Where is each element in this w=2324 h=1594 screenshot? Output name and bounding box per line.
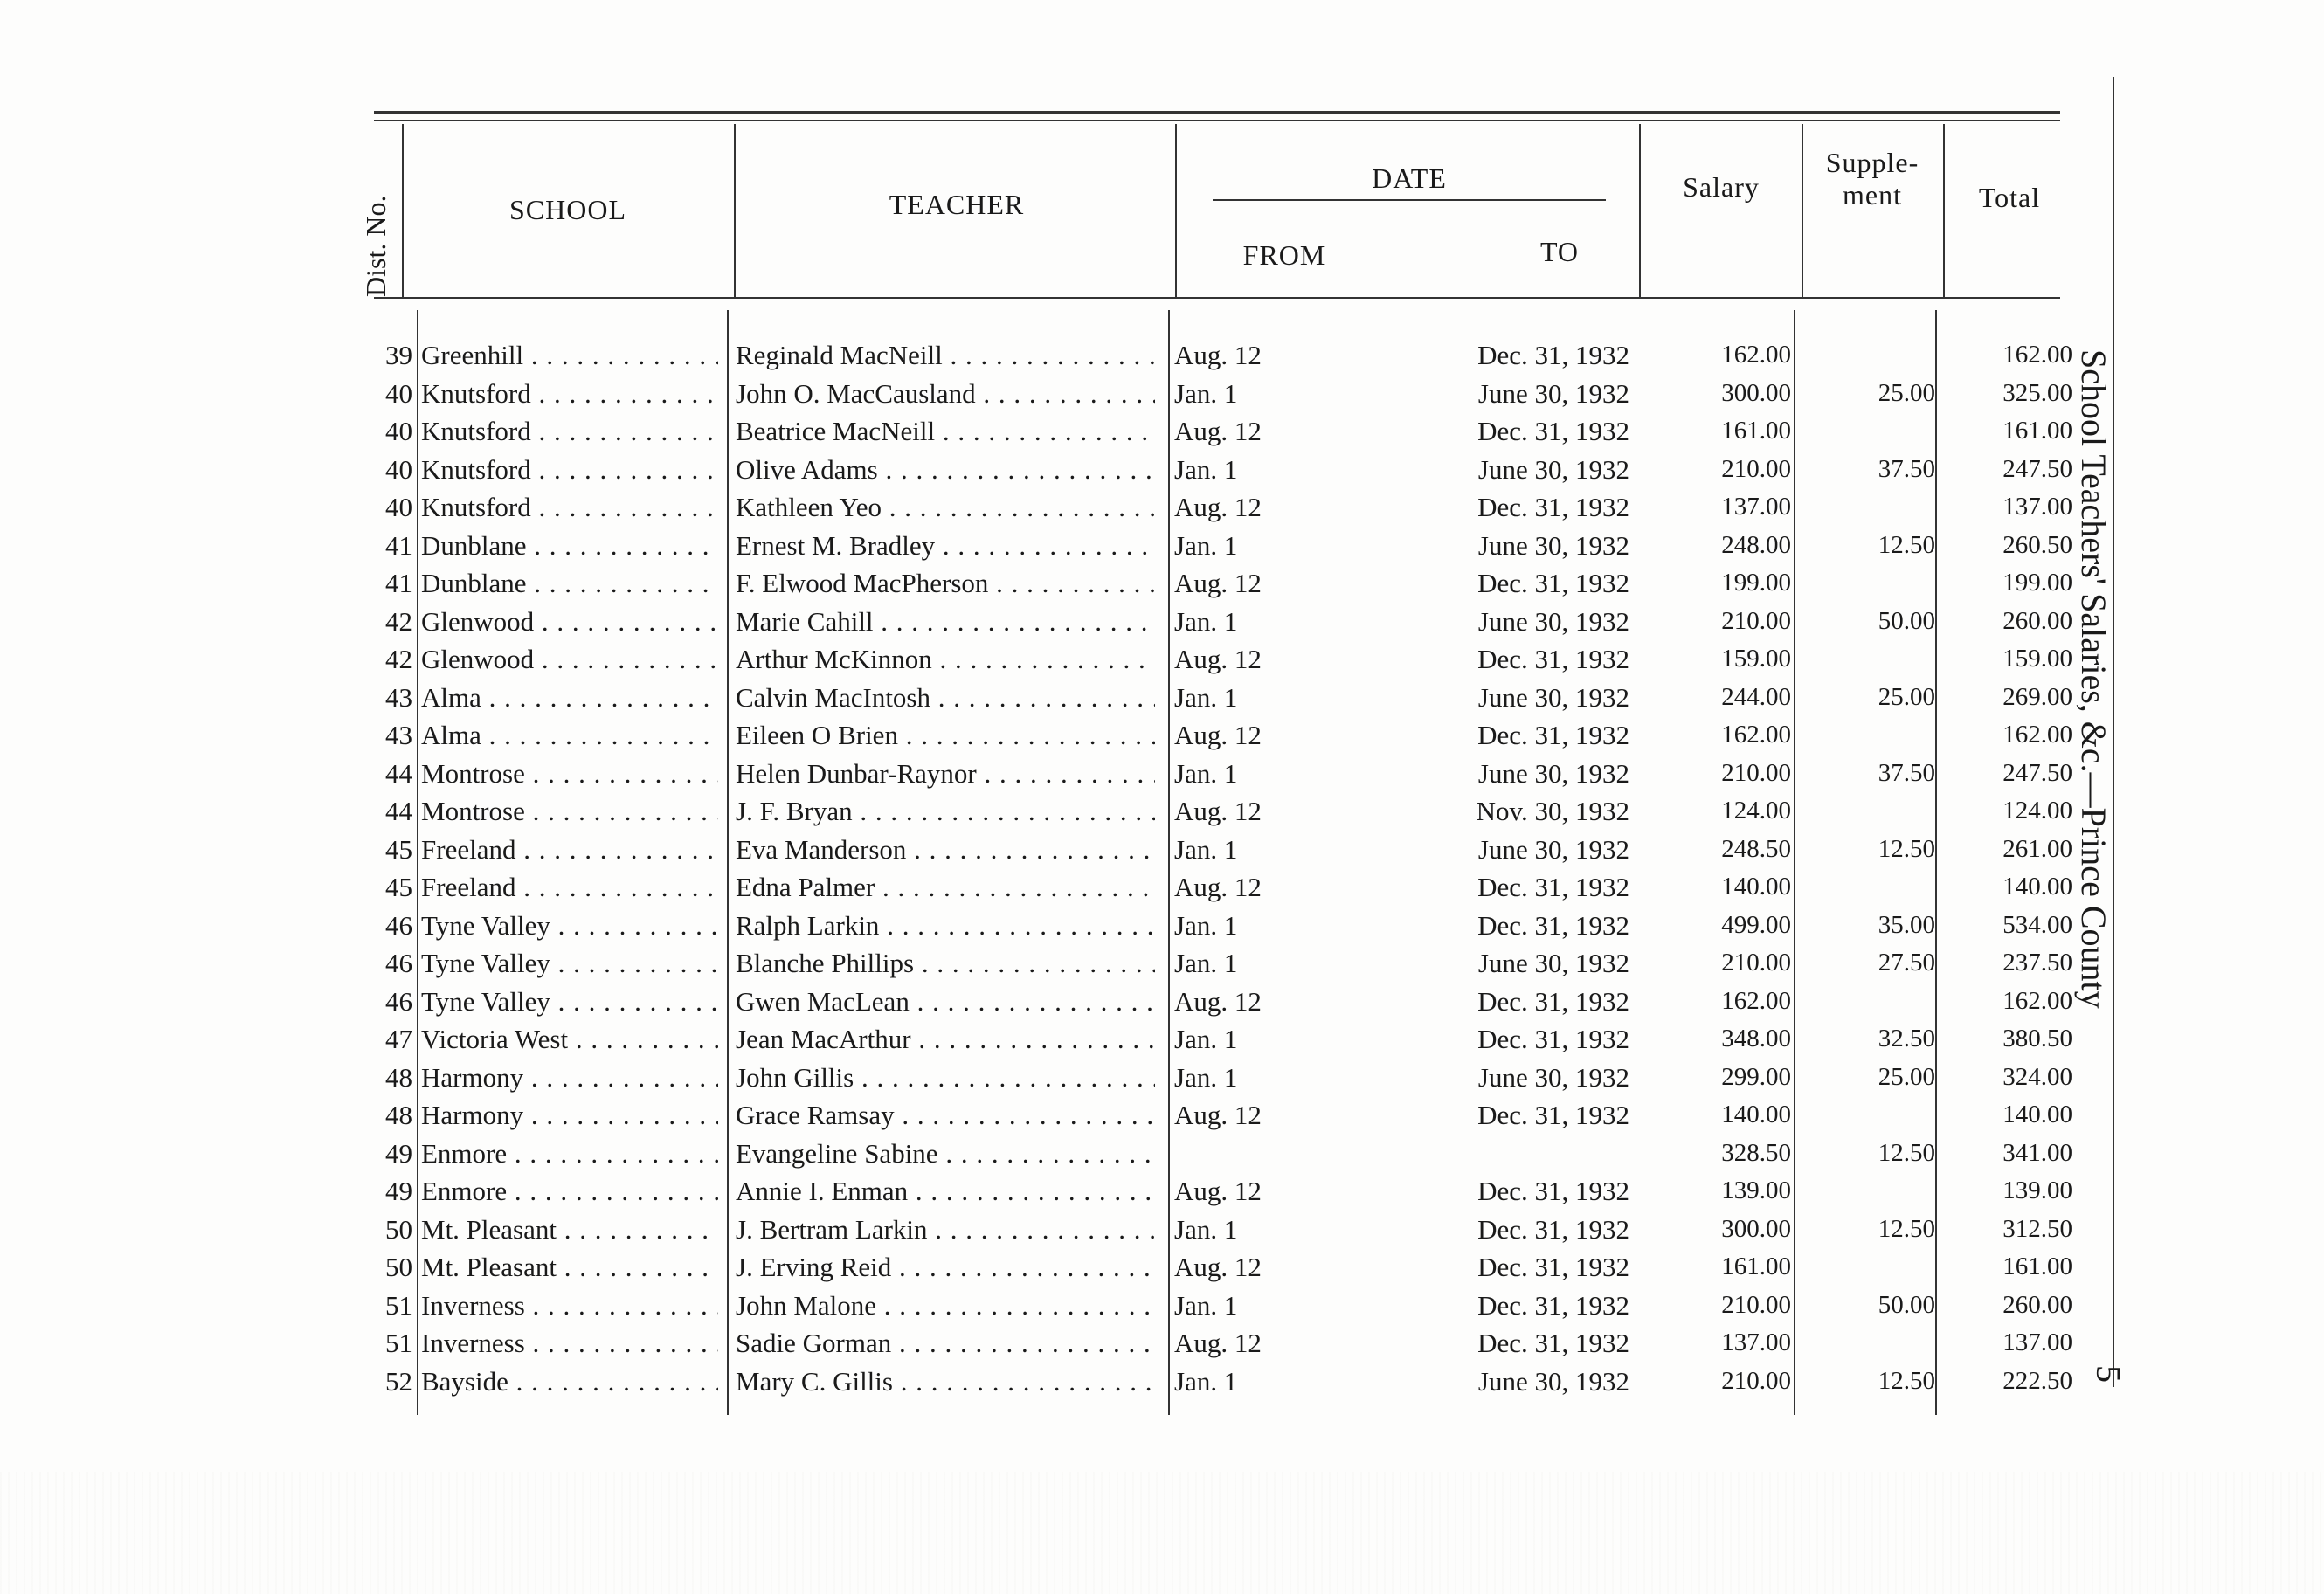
salary-cell: 140.00 (1721, 873, 1791, 901)
supplement-cell: 12.50 (1878, 1366, 1935, 1395)
table-row (0, 1172, 2114, 1211)
col-rule-2 (734, 124, 736, 299)
total-cell: 534.00 (2002, 910, 2072, 939)
col-rule-4 (1639, 124, 1641, 299)
top-rule (374, 111, 2060, 114)
table-row (0, 792, 2114, 831)
date-to-cell: June 30, 1932 (1477, 377, 1629, 409)
school-cell: Tyne Valley . . . (421, 983, 718, 1021)
date-from-cell: Aug. 12 (1174, 1328, 1262, 1358)
school-cell: Knutsford . . . (421, 488, 718, 527)
supplement-cell: 25.00 (1878, 1062, 1935, 1091)
date-header: DATE (1372, 162, 1447, 194)
salary-cell: 199.00 (1721, 569, 1791, 597)
salary-cell: 300.00 (1721, 1214, 1791, 1243)
paper-texture (0, 1472, 2324, 1594)
teacher-header: TEACHER (889, 189, 1025, 220)
date-to-cell: June 30, 1932 (1477, 757, 1629, 789)
school-cell: Mt. Pleasant . . . (421, 1248, 718, 1287)
school-cell: Knutsford . . . (421, 375, 718, 413)
date-from-cell: Aug. 12 (1174, 1252, 1262, 1282)
total-cell: 247.50 (2002, 758, 2072, 787)
total-cell: 162.00 (2002, 721, 2072, 749)
total-header: Total (1978, 182, 2041, 213)
date-from-cell: Jan. 1 (1174, 1365, 1238, 1397)
salary-cell: 328.50 (1721, 1138, 1791, 1167)
date-to-cell: June 30, 1932 (1477, 529, 1629, 561)
date-to-cell: Dec. 31, 1932 (1477, 1100, 1629, 1130)
dist-no-cell: 46 (385, 985, 412, 1017)
salary-table-body (0, 336, 2114, 1400)
date-to-cell: Dec. 31, 1932 (1477, 1176, 1629, 1206)
total-cell: 140.00 (2002, 873, 2072, 901)
total-cell: 140.00 (2002, 1101, 2072, 1128)
supplement-cell: 12.50 (1878, 1214, 1935, 1243)
dist-no-cell: 42 (385, 644, 412, 674)
teacher-cell: Edna Palmer . . . (736, 868, 1155, 907)
date-to-cell: June 30, 1932 (1477, 681, 1629, 713)
table-row (0, 1096, 2114, 1135)
date-from-cell: Jan. 1 (1174, 909, 1238, 941)
table-row (0, 716, 2114, 755)
table-row (0, 451, 2114, 489)
supplement-cell: 50.00 (1878, 606, 1935, 635)
side-title: School Teachers' Salaries, &c.—Prince County (2074, 349, 2113, 1009)
table-row (0, 831, 2114, 869)
salary-cell: 348.00 (1721, 1025, 1791, 1052)
teacher-cell: John Gillis . . . (736, 1059, 1155, 1097)
dist-no-cell: 49 (385, 1176, 412, 1206)
dist-no-cell: 44 (385, 796, 412, 826)
date-from-cell: Jan. 1 (1174, 529, 1238, 561)
teacher-cell: Eileen O Brien . . . (736, 716, 1155, 755)
teacher-cell: Marie Cahill . . . (736, 603, 1155, 641)
dist-no-cell: 51 (385, 1328, 412, 1358)
teacher-cell: J. Erving Reid . . . (736, 1248, 1155, 1287)
teacher-cell: Helen Dunbar-Raynor . . . (736, 755, 1155, 793)
dist-no-cell: 52 (385, 1365, 412, 1397)
total-cell: 124.00 (2002, 797, 2072, 825)
teacher-cell: Calvin MacIntosh . . . (736, 679, 1155, 717)
total-cell: 325.00 (2002, 378, 2072, 407)
teacher-cell: Blanche Phillips . . . (736, 944, 1155, 983)
table-row (0, 527, 2114, 565)
teacher-cell: John O. MacCausland . . . (736, 375, 1155, 413)
school-cell: Knutsford . . . (421, 451, 718, 489)
date-to-cell: June 30, 1932 (1477, 833, 1629, 865)
date-to-cell: Dec. 31, 1932 (1477, 340, 1629, 370)
school-cell: Harmony . . . (421, 1059, 718, 1097)
dist-no-cell: 41 (385, 529, 412, 561)
col-rule-1 (402, 124, 404, 299)
date-from-cell: Jan. 1 (1174, 1061, 1238, 1093)
date-from-cell: Jan. 1 (1174, 377, 1238, 409)
salary-cell: 210.00 (1721, 758, 1791, 787)
teacher-cell: Olive Adams . . . (736, 451, 1155, 489)
salary-header: Salary (1683, 171, 1760, 203)
date-from-cell: Aug. 12 (1174, 644, 1262, 674)
date-from-cell: Jan. 1 (1174, 757, 1238, 789)
school-cell: Bayside . . . (421, 1363, 718, 1401)
teacher-cell: Jean MacArthur . . . (736, 1020, 1155, 1059)
date-from-cell: Aug. 12 (1174, 872, 1262, 902)
table-row (0, 1020, 2114, 1059)
teacher-cell: Annie I. Enman . . . (736, 1172, 1155, 1211)
salary-cell: 139.00 (1721, 1177, 1791, 1204)
supplement-cell: 35.00 (1878, 910, 1935, 939)
teacher-cell: Mary C. Gillis . . . (736, 1363, 1155, 1401)
date-to-cell: Dec. 31, 1932 (1477, 872, 1629, 902)
supplement-cell: 37.50 (1878, 758, 1935, 787)
teacher-cell: Kathleen Yeo . . . (736, 488, 1155, 527)
total-cell: 269.00 (2002, 682, 2072, 711)
supplement-cell: 12.50 (1878, 530, 1935, 559)
dist-no-cell: 43 (385, 720, 412, 750)
dist-no-cell: 42 (385, 605, 412, 637)
salary-cell: 161.00 (1721, 417, 1791, 445)
table-row (0, 640, 2114, 679)
total-cell: 162.00 (2002, 341, 2072, 369)
total-cell: 247.50 (2002, 454, 2072, 483)
table-row (0, 336, 2114, 375)
school-cell: Greenhill . . . (421, 336, 718, 375)
date-from-cell: Jan. 1 (1174, 681, 1238, 713)
header-bottom-rule (374, 297, 2060, 299)
date-to-cell: June 30, 1932 (1477, 948, 1629, 978)
salary-cell: 210.00 (1721, 454, 1791, 483)
supplement-header-line1: Supple- (1825, 147, 1919, 178)
school-cell: Montrose . . . (421, 792, 718, 831)
teacher-cell: Ralph Larkin . . . (736, 907, 1155, 945)
teacher-cell: Beatrice MacNeill . . . (736, 412, 1155, 451)
date-from-cell: Aug. 12 (1174, 492, 1262, 522)
school-cell: Mt. Pleasant . . . (421, 1211, 718, 1249)
table-row (0, 1287, 2114, 1325)
dist-no-cell: 40 (385, 416, 412, 446)
salary-cell: 162.00 (1721, 986, 1791, 1015)
date-from-cell: Aug. 12 (1174, 416, 1262, 446)
school-cell: Freeland . . . (421, 868, 718, 907)
total-cell: 222.50 (2002, 1366, 2072, 1395)
total-cell: 159.00 (2002, 645, 2072, 673)
salary-cell: 162.00 (1721, 721, 1791, 749)
date-to-cell: Dec. 31, 1932 (1477, 909, 1629, 941)
table-row (0, 1363, 2114, 1401)
date-from-cell: Jan. 1 (1174, 1024, 1238, 1054)
top-rule-thin (374, 120, 2060, 121)
table-row (0, 412, 2114, 451)
total-cell: 312.50 (2002, 1214, 2072, 1243)
total-cell: 161.00 (2002, 417, 2072, 445)
total-cell: 380.50 (2002, 1025, 2072, 1052)
total-cell: 260.00 (2002, 1290, 2072, 1319)
teacher-cell: Evangeline Sabine . . . (736, 1135, 1155, 1173)
total-cell: 260.50 (2002, 530, 2072, 559)
supplement-cell: 27.50 (1878, 949, 1935, 976)
date-from-cell: Aug. 12 (1174, 568, 1262, 598)
dist-no-cell: 44 (385, 757, 412, 789)
total-cell: 341.00 (2002, 1138, 2072, 1167)
date-from-cell: Aug. 12 (1174, 796, 1262, 826)
total-cell: 137.00 (2002, 1328, 2072, 1356)
school-cell: Harmony . . . (421, 1096, 718, 1135)
salary-cell: 244.00 (1721, 682, 1791, 711)
school-cell: Freeland . . . (421, 831, 718, 869)
date-from-cell: Aug. 12 (1174, 720, 1262, 750)
supplement-header-line2: ment (1843, 179, 1902, 210)
table-row (0, 488, 2114, 527)
dist-no-cell: 48 (385, 1100, 412, 1130)
total-cell: 162.00 (2002, 986, 2072, 1015)
school-cell: Victoria West . . . (421, 1020, 718, 1059)
table-row (0, 944, 2114, 983)
date-to-cell: Dec. 31, 1932 (1477, 1289, 1629, 1321)
date-to-cell: June 30, 1932 (1477, 605, 1629, 637)
date-to-cell: June 30, 1932 (1477, 1365, 1629, 1397)
school-cell: Inverness . . . (421, 1287, 718, 1325)
date-to-cell: Nov. 30, 1932 (1476, 796, 1629, 826)
table-row (0, 603, 2114, 641)
dist-no-cell: 49 (385, 1137, 412, 1169)
school-cell: Enmore . . . (421, 1135, 718, 1173)
table-row (0, 1135, 2114, 1173)
salary-cell: 248.00 (1721, 530, 1791, 559)
total-cell: 161.00 (2002, 1252, 2072, 1280)
school-cell: Glenwood . . . (421, 603, 718, 641)
table-row (0, 1059, 2114, 1097)
table-row (0, 755, 2114, 793)
table-row (0, 868, 2114, 907)
school-cell: Enmore . . . (421, 1172, 718, 1211)
dist-no-header: Dist. No. (360, 195, 391, 297)
salary-cell: 162.00 (1721, 341, 1791, 369)
date-to-cell: Dec. 31, 1932 (1477, 1024, 1629, 1054)
table-row (0, 564, 2114, 603)
total-cell: 139.00 (2002, 1177, 2072, 1204)
table-row (0, 1211, 2114, 1249)
supplement-cell: 25.00 (1878, 682, 1935, 711)
salary-cell: 299.00 (1721, 1062, 1791, 1091)
school-cell: Dunblane . . . (421, 564, 718, 603)
date-to-cell: Dec. 31, 1932 (1477, 720, 1629, 750)
dist-no-cell: 50 (385, 1213, 412, 1245)
salary-cell: 159.00 (1721, 645, 1791, 673)
teacher-cell: Ernest M. Bradley . . . (736, 527, 1155, 565)
date-from-cell: Aug. 12 (1174, 1100, 1262, 1130)
total-cell: 324.00 (2002, 1062, 2072, 1091)
salary-cell: 140.00 (1721, 1101, 1791, 1128)
salary-cell: 248.50 (1721, 834, 1791, 863)
dist-no-cell: 45 (385, 833, 412, 865)
supplement-cell: 37.50 (1878, 454, 1935, 483)
school-cell: Dunblane . . . (421, 527, 718, 565)
dist-no-cell: 46 (385, 948, 412, 978)
date-to-cell: Dec. 31, 1932 (1477, 568, 1629, 598)
teacher-cell: F. Elwood MacPherson . . . (736, 564, 1155, 603)
table-row (0, 375, 2114, 413)
page-number: 5 (2089, 1365, 2128, 1383)
from-header: FROM (1242, 239, 1326, 271)
supplement-cell: 32.50 (1878, 1025, 1935, 1052)
date-from-cell: Jan. 1 (1174, 948, 1238, 978)
school-cell: Inverness . . . (421, 1324, 718, 1363)
dist-no-cell: 40 (385, 492, 412, 522)
table-row (0, 1324, 2114, 1363)
teacher-cell: J. F. Bryan . . . (736, 792, 1155, 831)
teacher-cell: John Malone . . . (736, 1287, 1155, 1325)
date-to-cell: Dec. 31, 1932 (1477, 492, 1629, 522)
date-to-cell: Dec. 31, 1932 (1477, 1213, 1629, 1245)
date-to-cell: Dec. 31, 1932 (1477, 1252, 1629, 1282)
date-from-cell: Aug. 12 (1174, 985, 1262, 1017)
school-cell: Alma . . . (421, 679, 718, 717)
dist-no-cell: 40 (385, 453, 412, 485)
school-cell: Knutsford . . . (421, 412, 718, 451)
date-to-cell: June 30, 1932 (1477, 453, 1629, 485)
salary-cell: 210.00 (1721, 1290, 1791, 1319)
total-cell: 199.00 (2002, 569, 2072, 597)
supplement-cell: 50.00 (1878, 1290, 1935, 1319)
dist-no-cell: 50 (385, 1252, 412, 1282)
school-header: SCHOOL (508, 194, 626, 225)
dist-no-cell: 41 (385, 568, 412, 598)
date-to-cell: Dec. 31, 1932 (1477, 1328, 1629, 1358)
school-cell: Alma . . . (421, 716, 718, 755)
date-divider (1213, 199, 1606, 201)
salary-cell: 137.00 (1721, 1328, 1791, 1356)
salary-cell: 210.00 (1721, 606, 1791, 635)
dist-no-cell: 43 (385, 681, 412, 713)
salary-cell: 300.00 (1721, 378, 1791, 407)
col-rule-3 (1175, 124, 1177, 299)
date-to-cell: June 30, 1932 (1477, 1061, 1629, 1093)
to-header: TO (1539, 236, 1580, 267)
school-cell: Tyne Valley . . . (421, 907, 718, 945)
teacher-cell: Reginald MacNeill . . . (736, 336, 1155, 375)
dist-no-cell: 39 (385, 340, 412, 370)
date-from-cell: Jan. 1 (1174, 605, 1238, 637)
dist-no-cell: 46 (385, 909, 412, 941)
dist-no-cell: 40 (385, 377, 412, 409)
salary-cell: 210.00 (1721, 1366, 1791, 1395)
school-cell: Montrose . . . (421, 755, 718, 793)
teacher-cell: Sadie Gorman . . . (736, 1324, 1155, 1363)
school-cell: Glenwood . . . (421, 640, 718, 679)
date-to-cell: Dec. 31, 1932 (1477, 644, 1629, 674)
total-cell: 237.50 (2002, 949, 2072, 976)
total-cell: 137.00 (2002, 493, 2072, 521)
table-row (0, 1248, 2114, 1287)
date-from-cell: Jan. 1 (1174, 453, 1238, 485)
date-from-cell: Aug. 12 (1174, 340, 1262, 370)
salary-cell: 499.00 (1721, 910, 1791, 939)
total-cell: 260.00 (2002, 606, 2072, 635)
supplement-cell: 12.50 (1878, 1138, 1935, 1167)
dist-no-cell: 51 (385, 1289, 412, 1321)
salary-cell: 137.00 (1721, 493, 1791, 521)
total-cell: 261.00 (2002, 834, 2072, 863)
dist-no-cell: 45 (385, 872, 412, 902)
teacher-cell: Grace Ramsay . . . (736, 1096, 1155, 1135)
dist-no-cell: 47 (385, 1024, 412, 1054)
salary-cell: 124.00 (1721, 797, 1791, 825)
date-from-cell: Jan. 1 (1174, 1289, 1238, 1321)
salary-cell: 161.00 (1721, 1252, 1791, 1280)
date-to-cell: Dec. 31, 1932 (1477, 416, 1629, 446)
salary-cell: 210.00 (1721, 949, 1791, 976)
table-row (0, 907, 2114, 945)
teacher-cell: J. Bertram Larkin . . . (736, 1211, 1155, 1249)
table-row (0, 983, 2114, 1021)
date-from-cell: Jan. 1 (1174, 1213, 1238, 1245)
date-to-cell: Dec. 31, 1932 (1477, 985, 1629, 1017)
supplement-cell: 25.00 (1878, 378, 1935, 407)
table-row (0, 679, 2114, 717)
supplement-cell: 12.50 (1878, 834, 1935, 863)
teacher-cell: Eva Manderson . . . (736, 831, 1155, 869)
teacher-cell: Arthur McKinnon . . . (736, 640, 1155, 679)
teacher-cell: Gwen MacLean . . . (736, 983, 1155, 1021)
school-cell: Tyne Valley . . . (421, 944, 718, 983)
date-from-cell: Jan. 1 (1174, 833, 1238, 865)
date-from-cell: Aug. 12 (1174, 1176, 1262, 1206)
dist-no-cell: 48 (385, 1061, 412, 1093)
